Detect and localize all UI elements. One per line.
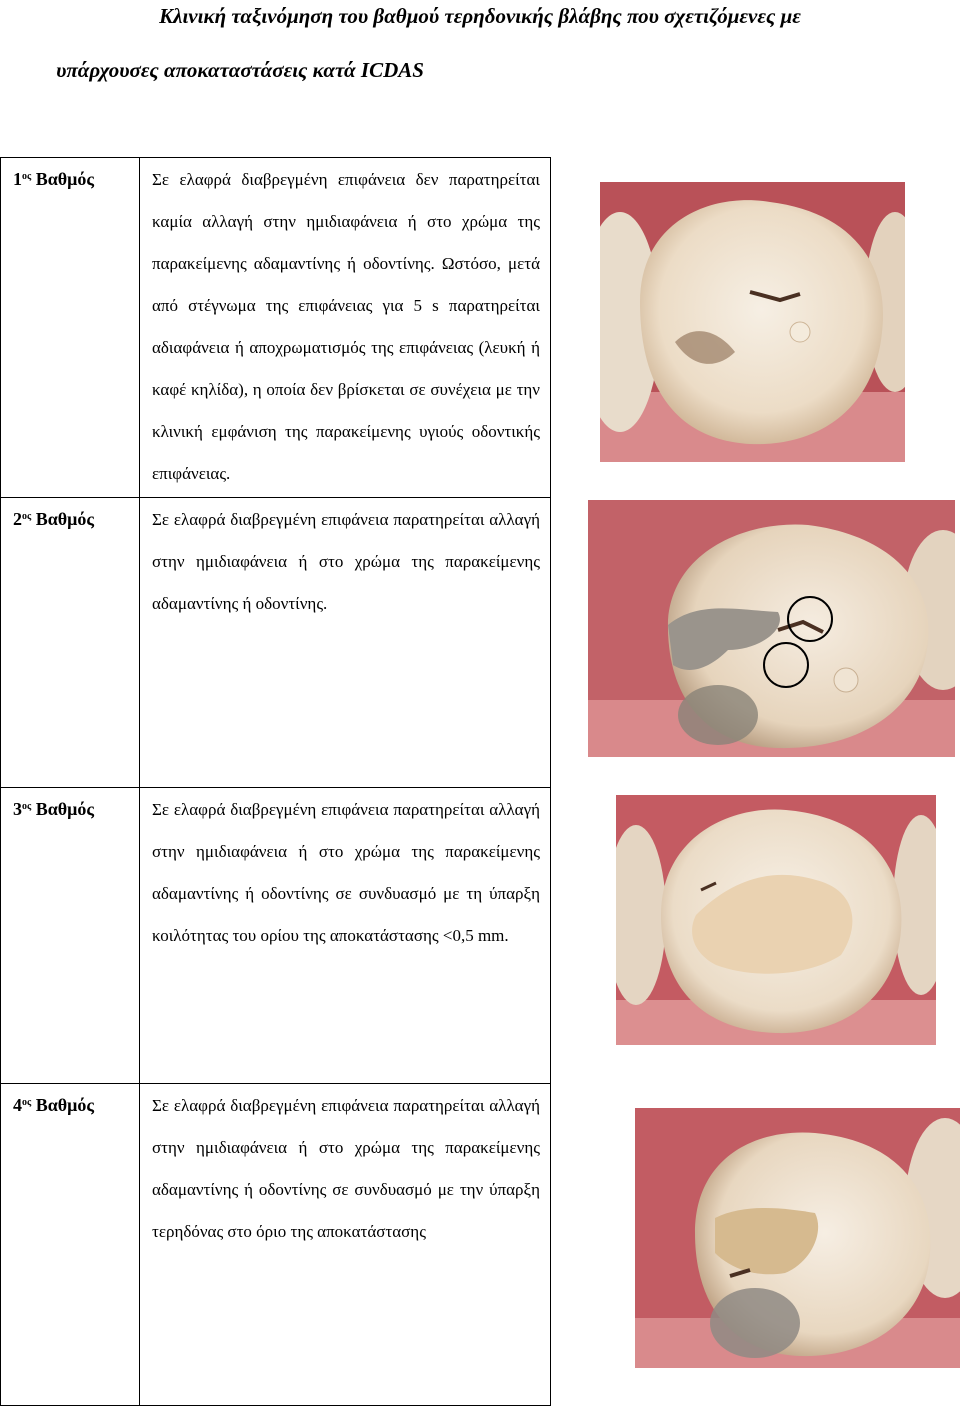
grade-label: $2^{o\varsigma}$ Βαθμός	[13, 509, 94, 529]
tooth-photo-grade-4	[635, 1108, 960, 1368]
grade-description: Σε ελαφρά διαβρεγμένη επιφάνεια παρατηρείται αλλαγή στην ημιδιαφάνεια ή στο χρώμα της παρακείμενης αδαμαντίνης ή οδοντίνης σε συνδυασμό με τη ύπαρξη κοιλότητας του ορίου της αποκατάστασης <0,5 mm.	[152, 800, 540, 945]
grade-label: $1^{o\varsigma}$ Βαθμός	[13, 169, 94, 189]
grade-description: Σε ελαφρά διαβρεγμένη επιφάνεια παρατηρείται αλλαγή στην ημιδιαφάνεια ή στο χρώμα της παρακείμενης αδαμαντίνης ή οδοντίνης.	[152, 510, 540, 613]
icdas-table	[0, 157, 551, 1406]
tooth-photo-grade-1	[600, 182, 905, 462]
grade-description: Σε ελαφρά διαβρεγμένη επιφάνεια παρατηρείται αλλαγή στην ημιδιαφάνεια ή στο χρώμα της παρακείμενης αδαμαντίνης ή οδοντίνης σε συνδυασμό με την ύπαρξη τερηδόνας στο όριο της αποκατάστασης	[152, 1096, 540, 1241]
tooth-photo-grade-2	[588, 500, 955, 757]
table-row	[1, 158, 551, 498]
grade-description: Σε ελαφρά διαβρεγμένη επιφάνεια δεν παρατηρείται καμία αλλαγή στην ημιδιαφάνεια ή στο χρώμα της παρακείμενης αδαμαντίνης ή οδοντίνης. Ωστόσο, μετά από στέγνωμα της επιφάνειας για 5 s παρατηρείται αδιαφάνεια ή αποχρωματισμός της επιφάνειας (λευκή ή καφέ κηλίδα), η οποία δεν βρίσκεται σε συνέχεια με την κλινική εμφάνιση της παρακείμενης υγιούς οδοντικής επιφάνειας.	[152, 170, 540, 483]
grade-label: $3^{o\varsigma}$ Βαθμός	[13, 799, 94, 819]
grade-label: $4^{o\varsigma}$ Βαθμός	[13, 1095, 94, 1115]
table-row	[1, 788, 551, 1084]
page-title-line-1: Κλινική ταξινόμηση του βαθμού τερηδονικής βλάβης που σχετιζόμενες με	[159, 4, 801, 28]
page-title-line-2: υπάρχουσες αποκαταστάσεις κατά ICDAS	[56, 58, 424, 82]
tooth-photo-grade-3	[616, 795, 936, 1045]
table-row	[1, 498, 551, 788]
table-row	[1, 1084, 551, 1406]
